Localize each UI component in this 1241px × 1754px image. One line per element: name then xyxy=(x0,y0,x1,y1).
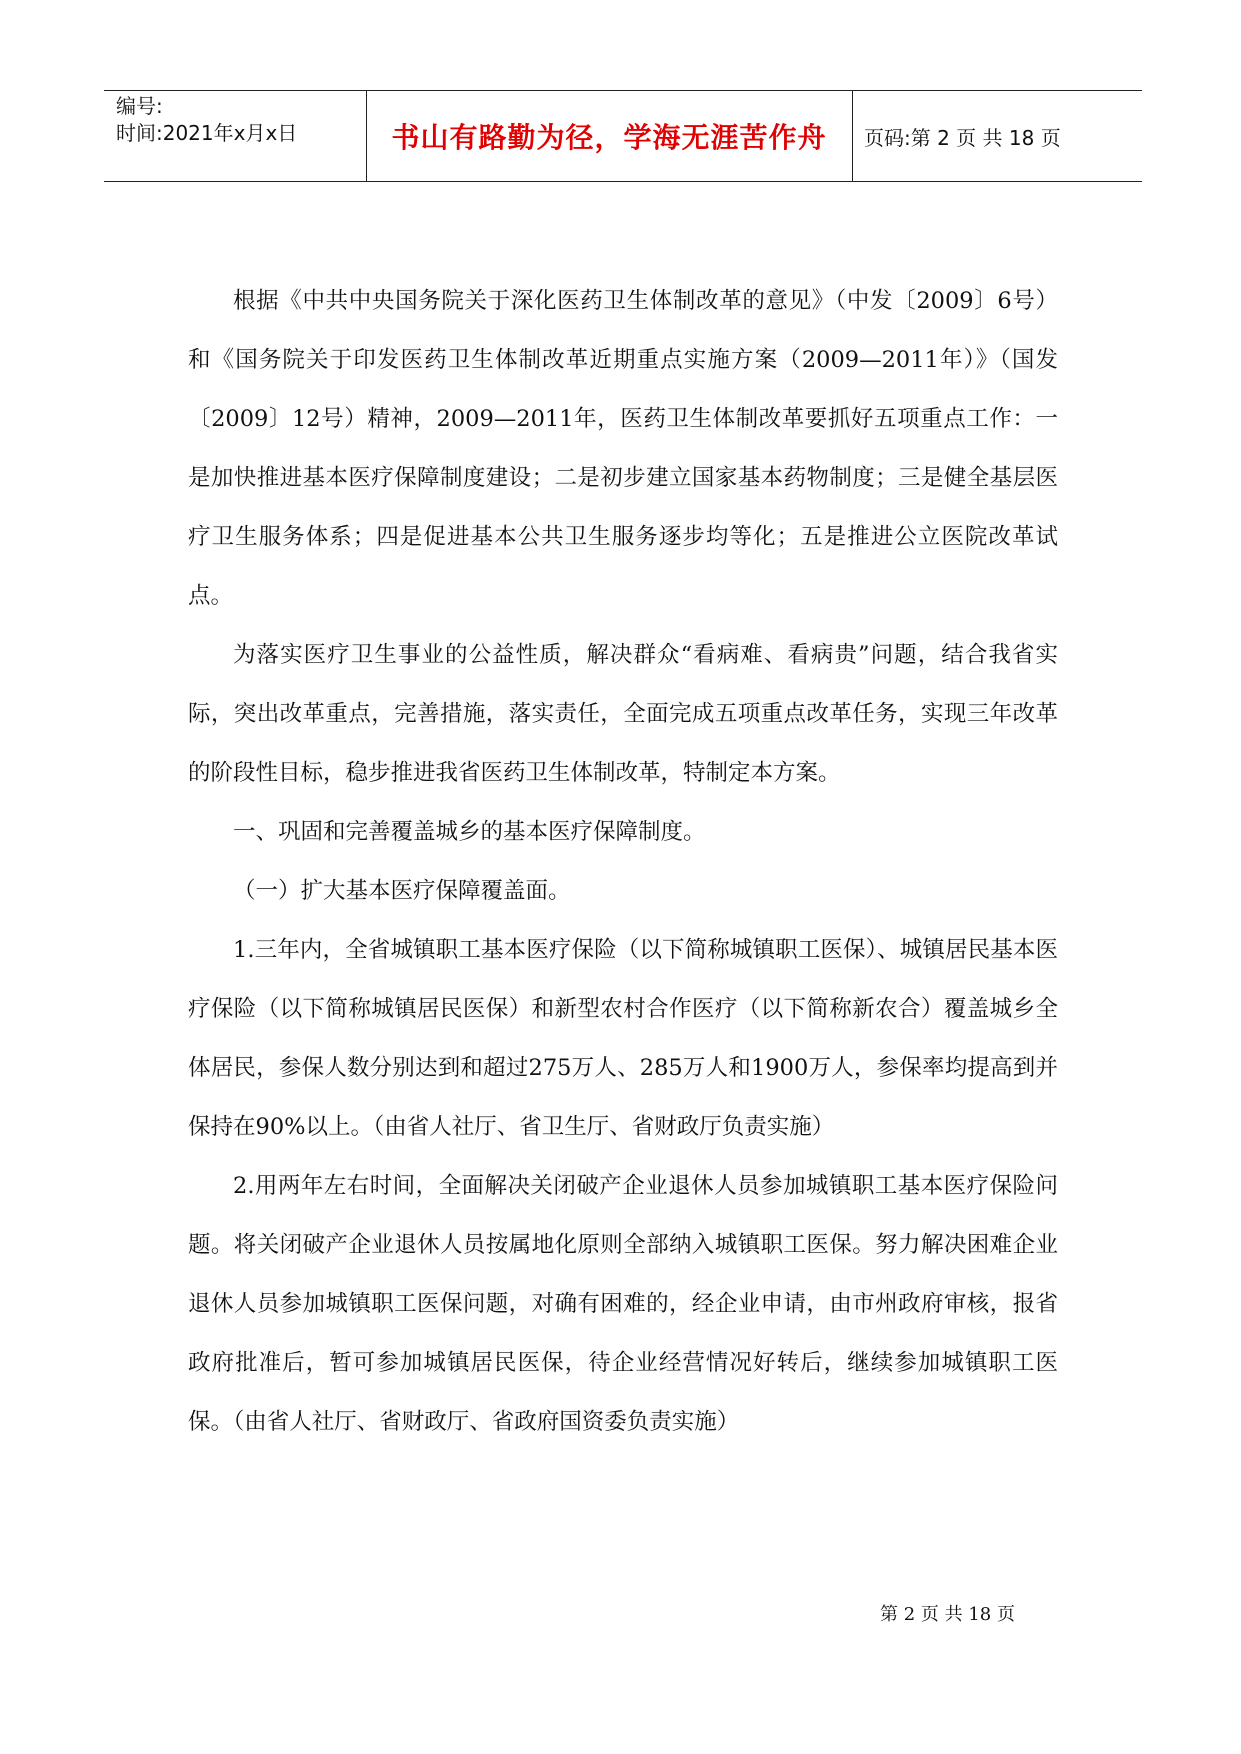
paragraph-intro: 根据《中共中央国务院关于深化医药卫生体制改革的意见》（中发〔2009〕6号）和《国务院关于印发医药卫生体制改革近期重点实施方案（2009—2011年）》（国发〔2009〕12号）精神，2009—2011年，医药卫生体制改革要抓好五项重点工作：一是加快推进基本医疗保障制度建设；二是初步建立国家基本药物制度；三是健全基层医疗卫生服务体系；四是促进基本公共卫生服务逐步均等化；五是推进公立医院改革试点。 xyxy=(188,288,1058,609)
header-divider-right xyxy=(852,91,853,181)
page-footer: 第 2 页 共 18 页 xyxy=(880,1604,1015,1625)
header-page-info: 页码:第 2 页 共 18 页 xyxy=(864,125,1061,150)
header-meta xyxy=(116,93,297,147)
subsection-heading-1: （一）扩大基本医疗保障覆盖面。 xyxy=(233,878,571,904)
paragraph-item-2: 2.用两年左右时间，全面解决关闭破产企业退休人员参加城镇职工基本医疗保险问题。将关闭破产企业退休人员按属地化原则全部纳入城镇职工医保。努力解决困难企业退休人员参加城镇职工医保问题，对确有困难的，经企业申请，由市州政府审核，报省政府批准后，暂可参加城镇居民医保，待企业经营情况好转后，继续参加城镇职工医保。（由省人社厅、省财政厅、省政府国资委负责实施） xyxy=(188,1173,1058,1435)
document-number-label: 编号: xyxy=(116,94,163,118)
document-time-label: 时间:2021年x月x日 xyxy=(116,121,298,145)
page-header xyxy=(104,90,1142,182)
header-motto: 书山有路勤为径，学海无涯苦作舟 xyxy=(391,121,827,154)
paragraph-purpose: 为落实医疗卫生事业的公益性质，解决群众“看病难、看病贵”问题，结合我省实际，突出改革重点，完善措施，落实责任，全面完成五项重点改革任务，实现三年改革的阶段性目标，稳步推进我省医药卫生体制改革，特制定本方案。 xyxy=(188,642,1058,786)
document-body xyxy=(188,272,1058,1452)
section-heading-1: 一、巩固和完善覆盖城乡的基本医疗保障制度。 xyxy=(233,819,706,845)
paragraph-item-1: 1.三年内，全省城镇职工基本医疗保险（以下简称城镇职工医保）、城镇居民基本医疗保险（以下简称城镇居民医保）和新型农村合作医疗（以下简称新农合）覆盖城乡全体居民，参保人数分别达到和超过275万人、285万人和1900万人，参保率均提高到并保持在90%以上。（由省人社厅、省卫生厅、省财政厅负责实施） xyxy=(188,937,1058,1140)
